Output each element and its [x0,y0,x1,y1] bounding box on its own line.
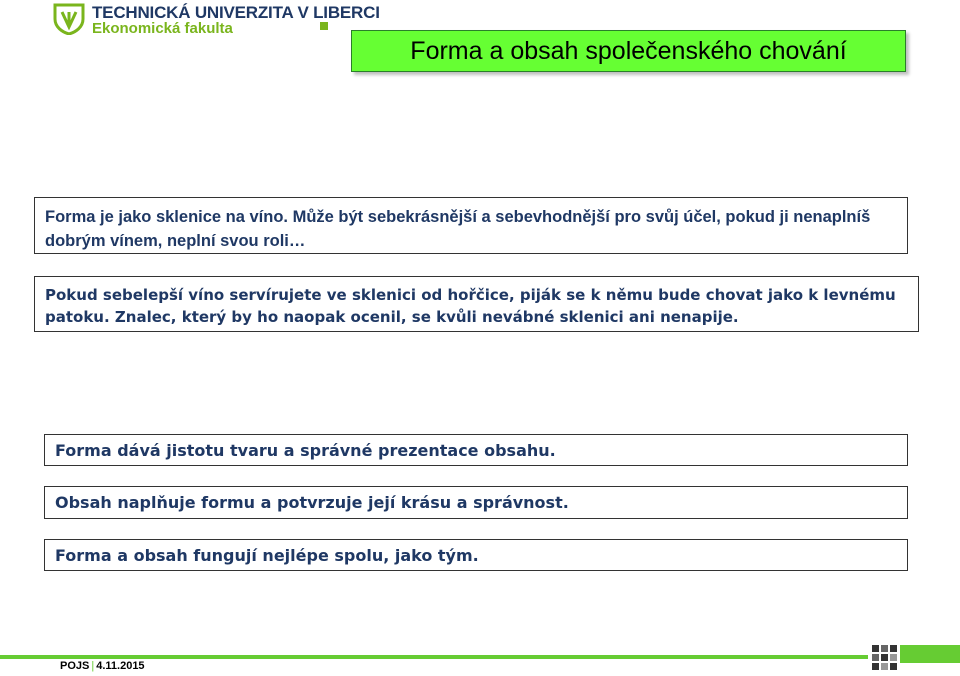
quote-box-1: Forma je jako sklenice na víno. Může být sebekrásnější a sebevhodnější pro svůj účel, pokud ji nenaplníš dobrým vínem, neplní svou roli… [34,197,908,254]
statement-box-2: Obsah naplňuje formu a potvrzuje její krásu a správnost. [44,486,908,519]
footer-label [60,660,145,672]
tul-logo-icon [52,3,86,35]
footer-course: POJS [60,660,90,672]
statement-box-1: Forma dává jistotu tvaru a správné prezentace obsahu. [44,434,908,466]
slide-title: Forma a obsah společenského chování [351,30,906,72]
footer-green-block [900,645,960,663]
university-logo [52,3,380,37]
grid-logo-icon [870,643,900,673]
quote-box-2: Pokud sebelepší víno servírujete ve sklenici od hořčice, piják se k němu bude chovat jako k levnému patoku. Znalec, který by ho naopak ocenil, se kvůli nevábné sklenici ani nenapije. [34,276,919,332]
footer-divider [0,655,868,659]
footer-separator: | [91,660,95,672]
university-name: TECHNICKÁ UNIVERZITA V LIBERCI [92,3,380,22]
statement-box-3: Forma a obsah fungují nejlépe spolu, jako tým. [44,539,908,571]
footer-date: 4.11.2015 [96,660,145,672]
faculty-name: Ekonomická fakulta [92,20,233,37]
logo-square-icon [320,22,328,30]
